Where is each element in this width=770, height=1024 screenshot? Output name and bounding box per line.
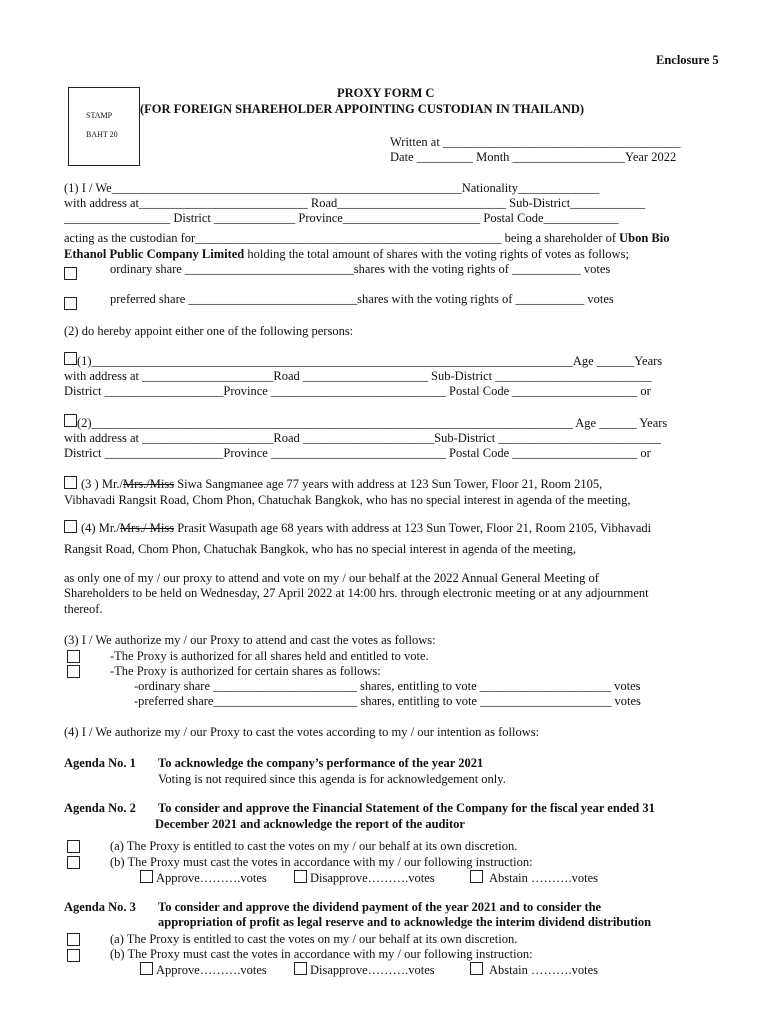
proxy1-name-line[interactable]: (1)_____________________________________________________________________________Age ______Years: [77, 354, 663, 368]
agenda2-option-a: (a) The Proxy is entitled to cast the votes on my / our behalf at its own discretion.: [110, 839, 518, 853]
meeting-paragraph-line1: as only one of my / our proxy to attend and vote on my / our behalf at the 2022 Annual General Meeting of: [64, 571, 599, 585]
certain-shares-option: -The Proxy is authorized for certain shares as follows:: [110, 664, 381, 678]
agenda3-disapprove-checkbox[interactable]: [294, 962, 307, 975]
agenda2-abstain-label: Abstain ……….votes: [489, 871, 599, 885]
agenda3-label: Agenda No. 3: [64, 900, 136, 914]
proxy3-title: (3 ) Mr./: [81, 477, 124, 491]
agenda3-title-line2: appropriation of profit as legal reserve and to acknowledge the interim dividend distribution: [158, 915, 652, 929]
proxy2-address-line[interactable]: with address at _____________________Road _____________________Sub-District __________________________: [64, 431, 661, 445]
proxy4-checkbox[interactable]: [64, 520, 77, 533]
s1-holding-text: holding the total amount of shares with the voting rights of votes as follows;: [244, 247, 629, 261]
all-shares-checkbox[interactable]: [67, 650, 80, 663]
ordinary-share-checkbox[interactable]: [64, 267, 77, 280]
agenda2-abstain-checkbox[interactable]: [470, 870, 483, 883]
meeting-paragraph-line2: Shareholders to be held on Wednesday, 27 April 2022 at 14:00 hrs. through electronic meeting or at any adjournment: [64, 586, 649, 600]
certain-shares-checkbox[interactable]: [67, 665, 80, 678]
proxy3-address: Vibhavadi Rangsit Road, Chom Phon, Chatuchak Bangkok, who has no special interest in agenda of the meeting,: [64, 493, 631, 507]
form-subtitle: (FOR FOREIGN SHAREHOLDER APPOINTING CUSTODIAN IN THAILAND): [140, 102, 585, 116]
agenda3-approve-checkbox[interactable]: [140, 962, 153, 975]
proxy4-address: Rangsit Road, Chom Phon, Chatuchak Bangkok, who has no special interest in agenda of the meeting,: [64, 542, 577, 556]
proxy3-strike-title: Mrs./Miss: [123, 477, 175, 491]
s3-heading: (3) I / We authorize my / our Proxy to attend and cast the votes as follows:: [64, 633, 436, 647]
stamp-value: BAHT 20: [86, 130, 118, 139]
agenda3-title-line1: To consider and approve the dividend payment of the year 2021 and to consider the: [158, 900, 602, 914]
preferred-share-checkbox[interactable]: [64, 297, 77, 310]
all-shares-option: -The Proxy is authorized for all shares held and entitled to vote.: [110, 649, 429, 663]
agenda3-disapprove-label: Disapprove……….votes: [310, 963, 435, 977]
proxy4-details: Prasit Wasupath age 68 years with address at 123 Sun Tower, Floor 21, Room 2105, Vibhavadi: [174, 521, 652, 535]
proxy2-name-line[interactable]: (2)_____________________________________________________________________________ Age ______ Years: [77, 416, 668, 430]
proxy2-checkbox[interactable]: [64, 414, 77, 427]
s2-heading: (2) do hereby appoint either one of the following persons:: [64, 324, 354, 338]
agenda2-approve-checkbox[interactable]: [140, 870, 153, 883]
agenda1-title: To acknowledge the company’s performance of the year 2021: [158, 756, 484, 770]
s1-custodian-line[interactable]: acting as the custodian for_________________________________________________ being a shareholder of: [64, 231, 620, 245]
form-title: PROXY FORM C: [337, 86, 435, 100]
s1-district-line[interactable]: _________________ District _____________ Province______________________ Postal Code____________: [64, 211, 619, 225]
agenda3-abstain-checkbox[interactable]: [470, 962, 483, 975]
agenda2-option-b: (b) The Proxy must cast the votes in accordance with my / our following instruction:: [110, 855, 533, 869]
stamp-label: STAMP: [86, 111, 113, 120]
agenda3-abstain-label: Abstain ……….votes: [489, 963, 599, 977]
agenda2-option-a-checkbox[interactable]: [67, 840, 80, 853]
meeting-paragraph-line3: thereof.: [64, 602, 103, 616]
stamp-box: [68, 87, 140, 166]
agenda3-option-b-checkbox[interactable]: [67, 949, 80, 962]
proxy1-district-line[interactable]: District ___________________Province ____________________________ Postal Code ____________________ or: [64, 384, 651, 398]
agenda3-option-a: (a) The Proxy is entitled to cast the votes on my / our behalf at its own discretion.: [110, 932, 518, 946]
proxy3-checkbox[interactable]: [64, 476, 77, 489]
proxy3-details: Siwa Sangmanee age 77 years with address at 123 Sun Tower, Floor 21, Room 2105,: [174, 477, 603, 491]
agenda2-disapprove-label: Disapprove……….votes: [310, 871, 435, 885]
s4-heading: (4) I / We authorize my / our Proxy to cast the votes according to my / our intention as follows:: [64, 725, 540, 739]
enclosure-label: Enclosure 5: [656, 53, 719, 67]
agenda2-disapprove-checkbox[interactable]: [294, 870, 307, 883]
proxy2-district-line[interactable]: District ___________________Province ____________________________ Postal Code ____________________ or: [64, 446, 651, 460]
certain-preferred-line[interactable]: -preferred share_______________________ shares, entitling to vote _____________________ votes: [134, 694, 641, 708]
agenda3-option-b: (b) The Proxy must cast the votes in accordance with my / our following instruction:: [110, 947, 533, 961]
ordinary-share-line[interactable]: ordinary share ___________________________shares with the voting rights of ___________ votes: [110, 262, 611, 276]
company-name-part2: Ethanol Public Company Limited: [64, 247, 245, 261]
agenda3-option-a-checkbox[interactable]: [67, 933, 80, 946]
agenda2-title-line2: December 2021 and acknowledge the report of the auditor: [155, 817, 465, 831]
agenda1-label: Agenda No. 1: [64, 756, 136, 770]
agenda1-note: Voting is not required since this agenda is for acknowledgement only.: [158, 772, 506, 786]
proxy4-title: (4) Mr./: [81, 521, 120, 535]
s1-name-line[interactable]: (1) I / We________________________________________________________Nationality_____________: [64, 181, 600, 195]
certain-ordinary-line[interactable]: -ordinary share _______________________ shares, entitling to vote _____________________ votes: [134, 679, 641, 693]
agenda2-approve-label: Approve……….votes: [156, 871, 267, 885]
agenda2-option-b-checkbox[interactable]: [67, 856, 80, 869]
written-at-field[interactable]: Written at ______________________________________: [390, 135, 681, 149]
agenda2-label: Agenda No. 2: [64, 801, 136, 815]
agenda3-approve-label: Approve……….votes: [156, 963, 267, 977]
proxy4-strike-title: Mrs./ Miss: [119, 521, 175, 535]
preferred-share-line[interactable]: preferred share ___________________________shares with the voting rights of ___________ votes: [110, 292, 614, 306]
s1-address-line[interactable]: with address at___________________________ Road___________________________ Sub-District____________: [64, 196, 646, 210]
company-name-part1: Ubon Bio: [619, 231, 670, 245]
proxy1-address-line[interactable]: with address at _____________________Road ____________________ Sub-District _________________________: [64, 369, 652, 383]
proxy1-checkbox[interactable]: [64, 352, 77, 365]
date-field[interactable]: Date _________ Month __________________Year 2022: [390, 150, 677, 164]
agenda2-title-line1: To consider and approve the Financial Statement of the Company for the fiscal year ended 31: [158, 801, 655, 815]
